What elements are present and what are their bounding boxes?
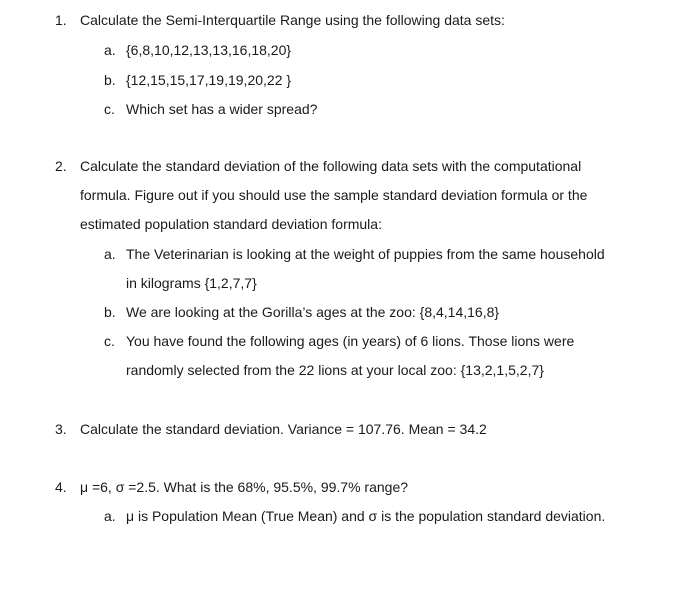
question-1b-text: {12,15,15,17,19,19,20,22 } bbox=[126, 72, 292, 88]
question-1-number: 1. bbox=[55, 12, 67, 28]
question-2-text-line-3: estimated population standard deviation formula: bbox=[80, 216, 382, 232]
question-2-text-line-2: formula. Figure out if you should use the sample standard deviation formula or the bbox=[80, 187, 588, 203]
question-2b-label: b. bbox=[104, 304, 116, 320]
question-1a-text: {6,8,10,12,13,13,16,18,20} bbox=[126, 42, 292, 58]
question-2a-label: a. bbox=[104, 246, 116, 262]
question-2b-text: We are looking at the Gorilla’s ages at the zoo: {8,4,14,16,8} bbox=[126, 304, 500, 320]
question-4-number: 4. bbox=[55, 479, 67, 495]
question-2-number: 2. bbox=[55, 158, 67, 174]
question-2c-text-line-2: randomly selected from the 22 lions at your local zoo: {13,2,1,5,2,7} bbox=[126, 362, 544, 378]
question-1b-label: b. bbox=[104, 72, 116, 88]
question-4a-label: a. bbox=[104, 508, 116, 524]
question-4-text: μ =6, σ =2.5. What is the 68%, 95.5%, 99.7% range? bbox=[80, 479, 409, 495]
question-3-number: 3. bbox=[55, 421, 67, 437]
question-3-text: Calculate the standard deviation. Variance = 107.76. Mean = 34.2 bbox=[80, 421, 487, 437]
question-1-text: Calculate the Semi-Interquartile Range using the following data sets: bbox=[80, 12, 505, 28]
question-4a-text: μ is Population Mean (True Mean) and σ is the population standard deviation. bbox=[126, 508, 606, 524]
question-2a-text-line-1: The Veterinarian is looking at the weight of puppies from the same household bbox=[126, 246, 605, 262]
question-1c-text: Which set has a wider spread? bbox=[126, 101, 318, 117]
question-1a-label: a. bbox=[104, 42, 116, 58]
question-1c-label: c. bbox=[104, 101, 115, 117]
question-2c-text-line-1: You have found the following ages (in years) of 6 lions. Those lions were bbox=[126, 333, 575, 349]
question-2-text-line-1: Calculate the standard deviation of the following data sets with the computational bbox=[80, 158, 582, 174]
question-2c-label: c. bbox=[104, 333, 115, 349]
question-2a-text-line-2: in kilograms {1,2,7,7} bbox=[126, 275, 257, 291]
